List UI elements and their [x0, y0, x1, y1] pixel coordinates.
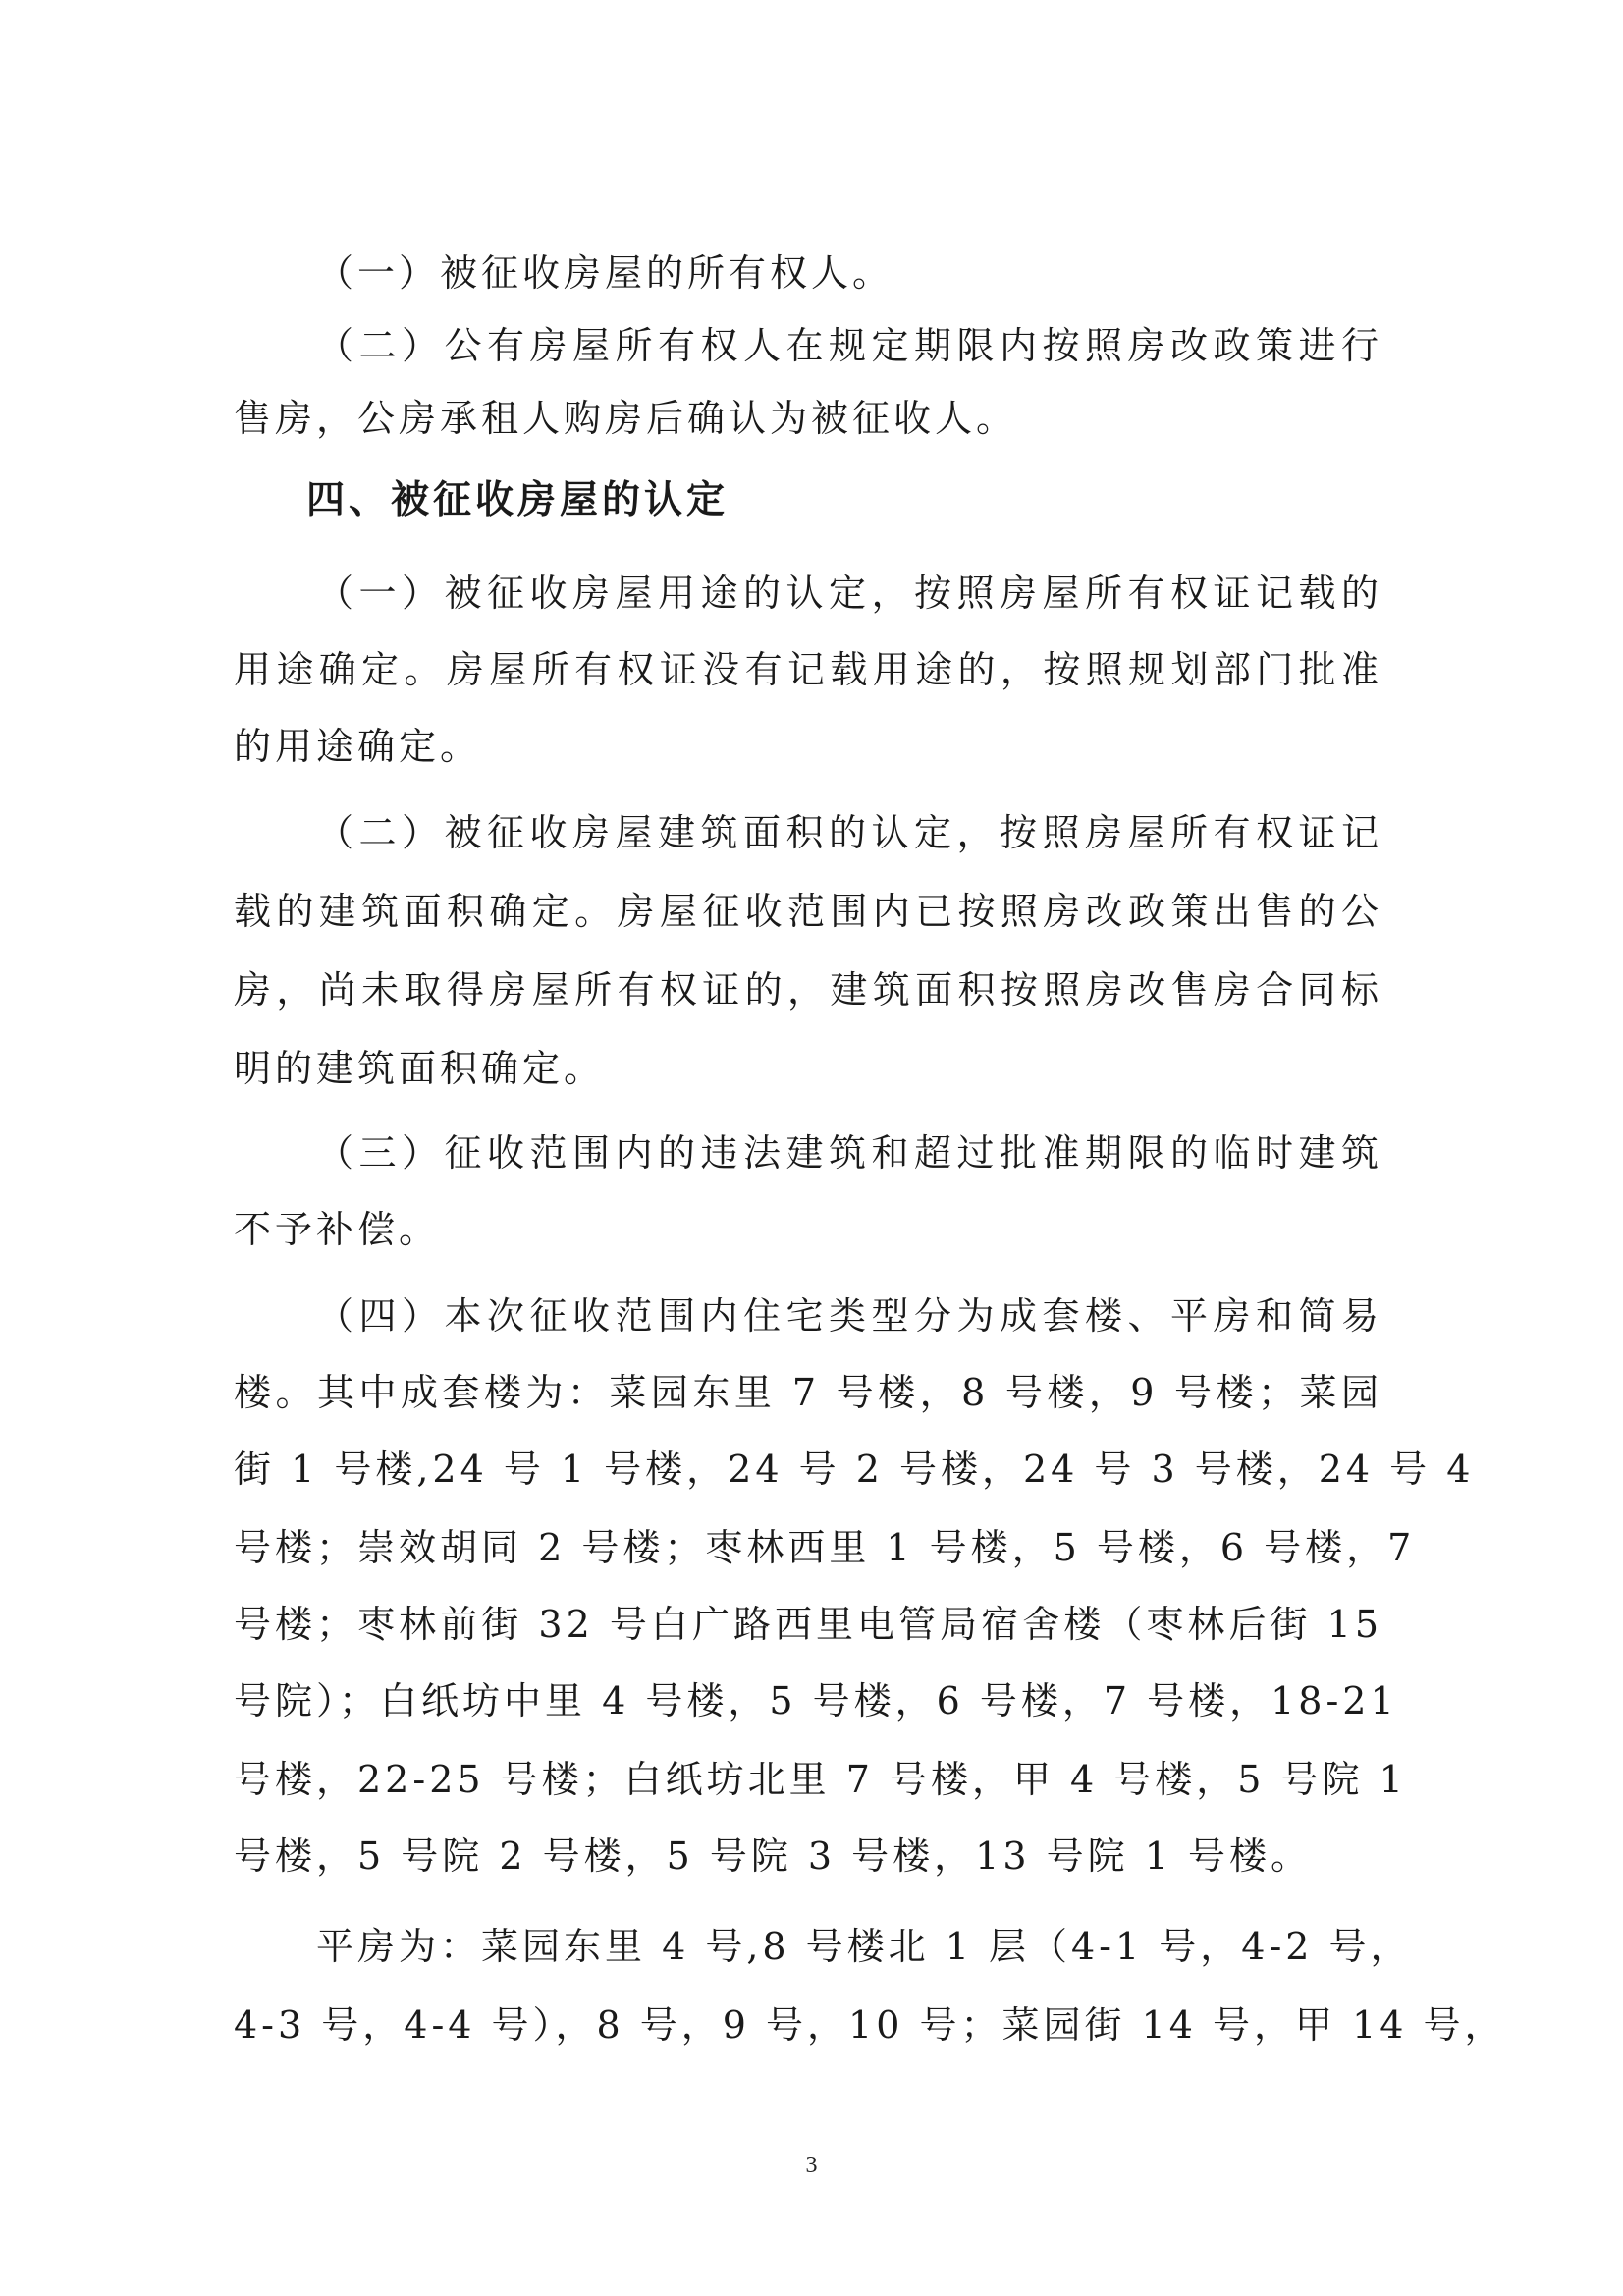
text-line: 载的建筑面积确定。房屋征收范围内已按照房改政策出售的公	[234, 890, 1382, 933]
text-line: 楼。其中成套楼为：菜园东里 7 号楼，8 号楼，9 号楼；菜园	[234, 1371, 1382, 1414]
text-line: 号楼，5 号院 2 号楼，5 号院 3 号楼，13 号院 1 号楼。	[234, 1834, 1312, 1878]
text-line: 的用途确定。	[234, 725, 482, 768]
text-line: （四）本次征收范围内住宅类型分为成套楼、平房和简易	[316, 1294, 1382, 1338]
text-line: 号楼，22-25 号楼；白纸坊北里 7 号楼，甲 4 号楼，5 号院 1	[234, 1758, 1407, 1801]
text-line: 4-3 号，4-4 号），8 号，9 号，10 号；菜园街 14 号，甲 14 号，	[234, 2003, 1506, 2047]
text-line: （一）被征收房屋用途的认定，按照房屋所有权证记载的	[316, 572, 1382, 615]
text-line: 号楼；枣林前街 32 号白广路西里电管局宿舍楼（枣林后街 15	[234, 1603, 1382, 1646]
text-line: （二）公有房屋所有权人在规定期限内按照房改政策进行	[316, 324, 1382, 367]
text-line: （三）征收范围内的违法建筑和超过批准期限的临时建筑	[316, 1131, 1382, 1175]
text-line: 售房，公房承租人购房后确认为被征收人。	[234, 397, 1018, 440]
text-line: 用途确定。房屋所有权证没有记载用途的，按照规划部门批准	[234, 648, 1382, 691]
text-line: （二）被征收房屋建筑面积的认定，按照房屋所有权证记	[316, 811, 1382, 854]
text-line: （一）被征收房屋的所有权人。	[316, 251, 894, 295]
text-line: 平房为：菜园东里 4 号,8 号楼北 1 层（4-1 号，4-2 号，	[316, 1925, 1412, 1968]
section-heading: 四、被征收房屋的认定	[306, 478, 730, 522]
text-line: 号院）；白纸坊中里 4 号楼，5 号楼，6 号楼，7 号楼，18-21	[234, 1679, 1398, 1722]
text-line: 房，尚未取得房屋所有权证的，建筑面积按照房改售房合同标	[234, 968, 1382, 1011]
page-number: 3	[805, 2153, 818, 2178]
text-line: 号楼；崇效胡同 2 号楼；枣林西里 1 号楼，5 号楼，6 号楼，7	[234, 1526, 1416, 1569]
text-line: 明的建筑面积确定。	[234, 1047, 606, 1090]
text-line: 不予补偿。	[234, 1208, 441, 1251]
text-line: 街 1 号楼,24 号 1 号楼，24 号 2 号楼，24 号 3 号楼，24 号 4	[234, 1448, 1475, 1491]
